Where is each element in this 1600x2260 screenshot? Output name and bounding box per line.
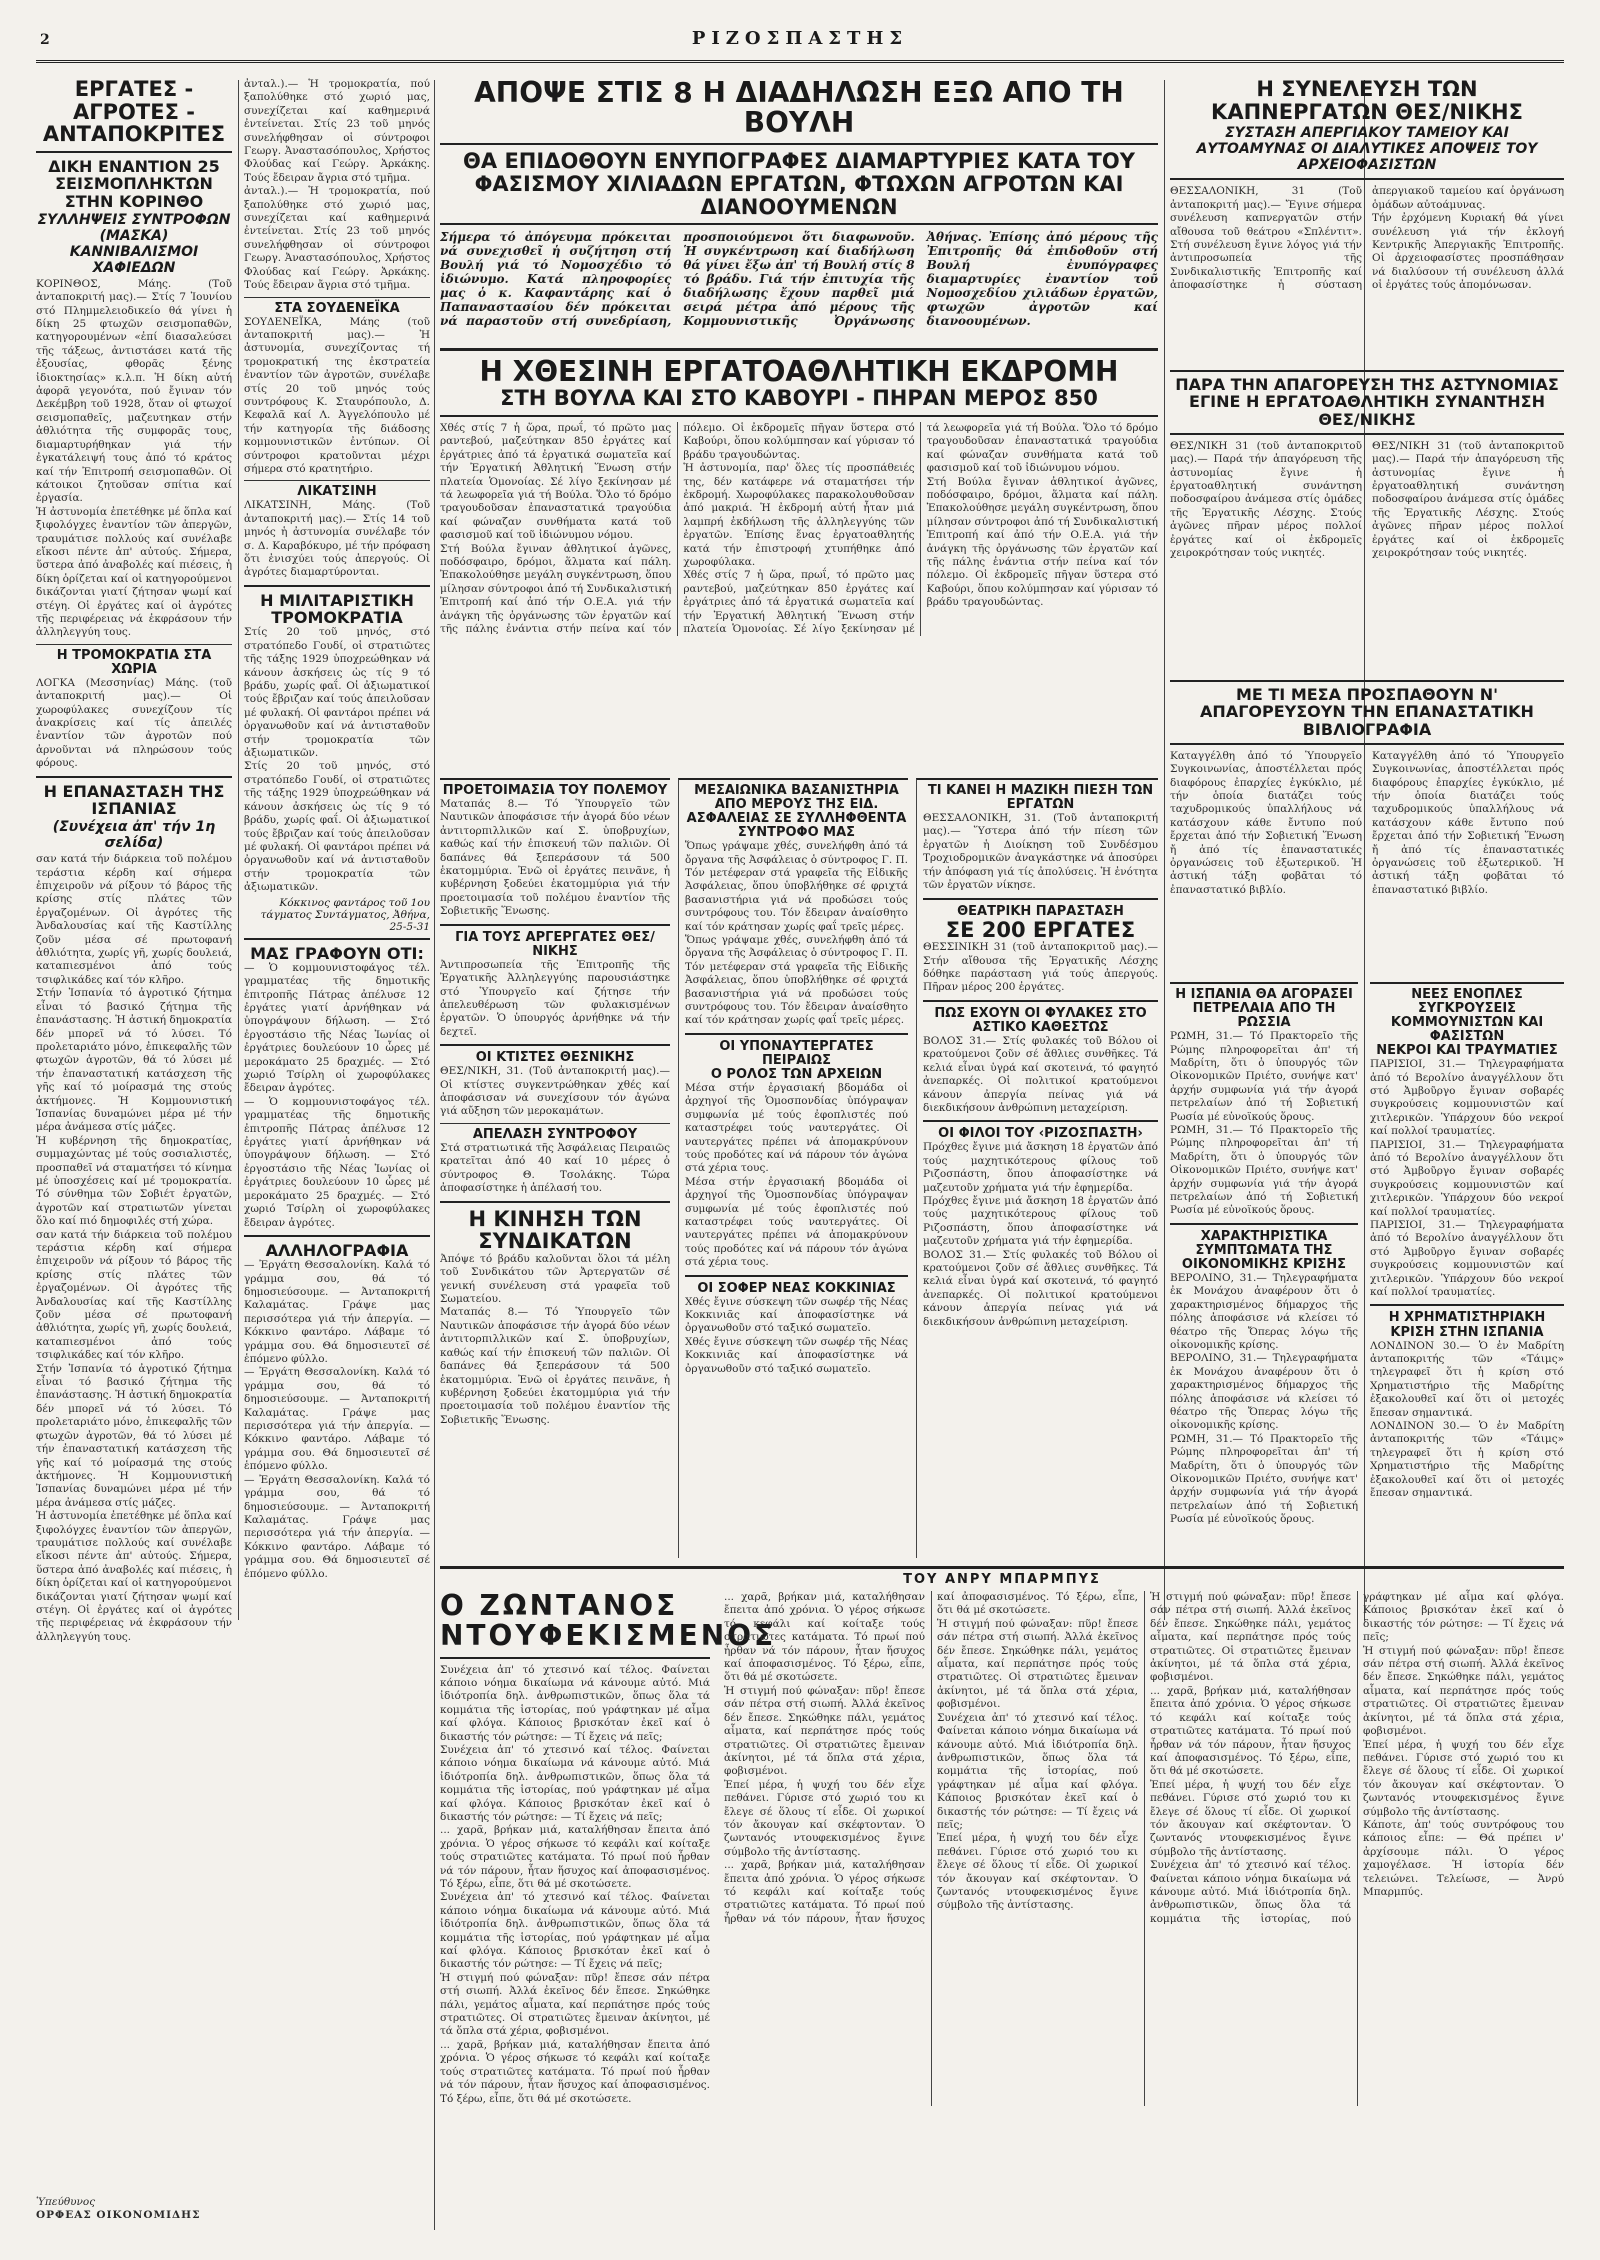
mid-column-a <box>440 778 670 1560</box>
headline-stock-crisis: Η ΧΡΗΜΑΤΙΣΤΗΡΙΑΚΗ ΚΡΙΣΗ ΣΤΗΝ ΙΣΠΑΝΙΑ <box>1388 1310 1546 1340</box>
article-text: Ἡ στιγμή πού φώναξαν: πῦρ! ἔπεσε σάν πέτρα στή σιωπή. Ἀλλά ἐκεῖνος δέν ἔπεσε. Σηκώθηκε πάλι, γεμάτος αἷματα, καί περπάτησε πρός τούς στρατιῶτες. Οἱ στρατιῶτες ἔμειναν ἀκίνητοι, μέ τά ὅπλα στά χέρια, φοβισμένοι. <box>1363 1644 1564 1738</box>
article-text: ΒΟΛΟΣ 31.— Στίς φυλακές τοῦ Βόλου οἱ κρατούμενοι ζοῦν σέ ἄθλιες συνθῆκες. Τά κελιά εἶναι ὑγρά καί σκοτεινά, τό φαγητό ἀνεπαρκές. Οἱ πολιτικοί κρατούμενοι κάνουν ἀπεργία πείνας γιά νά διεκδικήσουν ἀνθρώπινη μεταχείριση. <box>923 1248 1158 1328</box>
article-text: Πρόχθες ἔγινε μιά ἄσκηση 18 ἐργατῶν ἀπό τούς μαχητικότερους φίλους τοῦ Ριζοσπάστη, ὅπου ἀποφασίστηκε νά μαζευτοῦν χρήματα γιά τήν ἐφημερίδα. <box>923 1194 1158 1248</box>
article-text: Στίς 20 τοῦ μηνός, στό στρατόπεδο Γουδί, οἱ στρατιῶτες τῆς τάξης 1929 ὑποχρεώθηκαν νά κάνουν ἀσκήσεις ὡς τίς 9 τό βράδυ, χωρίς φαΐ. Οἱ ἀξιωματικοί τούς ἔβριζαν καί τούς ἀπειλοῦσαν μέ φυλακή. Οἱ φαντάροι πρέπει νά ὀργανωθοῦν καί νά ἀντισταθοῦν στήν τρομοκρατία τῶν ἀξιωματικῶν. <box>244 760 430 894</box>
article-text: Ἡ κυβέρνηση τῆς δημοκρατίας, συμμαχώντας μέ τούς σοσιαλιστές, προσπαθεῖ νά σταματήσει τό κίνημα μέ ὑποσχέσεις καί μέ τρομοκρατία. Τό σύνθημα τῶν Σοβιέτ ἐργατῶν, ἀγροτῶν καί στρατιωτῶν γίνεται ὅλο καί πιό δημοφιλές στή χώρα. <box>36 1134 232 1228</box>
headline-they-write: ΜΑΣ ΓΡΑΦΟΥΝ ΟΤΙ: <box>250 943 424 963</box>
article-text: ΠΑΡΙΣΙΟΙ, 31.— Τηλεγραφήματα ἀπό τό Βερολίνο ἀναγγέλλουν ὅτι στό Ἀμβοῦργο ἔγιναν σοβαρές συγκρούσεις κομμουνιστῶν καί χιτλερικῶν. Ὑπάρχουν δύο νεκροί καί πολλοί τραυματίες. <box>1370 1138 1564 1218</box>
article-text: ΡΩΜΗ, 31.— Τό Πρακτορεῖο τῆς Ρώμης πληροφορεῖται ἀπ' τή Μαδρίτη, ὅτι ὁ ὑπουργός τῶν Οἰκονομικῶν Πριέτο, συνήψε κατ' ἀρχήν συμφωνία γιά τήν ἀγορά πετρελαίων ἀπό τή Σοβιετική Ρωσία μέ εὐνοϊκούς ὅρους. <box>1170 1030 1358 1123</box>
article-text: Ἡ στιγμή πού φώναξαν: πῦρ! ἔπεσε σάν πέτρα στή σιωπή. Ἀλλά ἐκεῖνος δέν ἔπεσε. Σηκώθηκε πάλι, γεμάτος αἷματα, καί περπάτησε πρός τούς στρατιῶτες. Οἱ στρατιῶτες ἔμειναν ἀκίνητοι, μέ τά ὅπλα στά χέρια, φοβισμένοι. <box>1150 1591 1351 1684</box>
article-text: Συνέχεια ἀπ' τό χτεσινό καί τέλος. Φαίνεται κάποιο νόημα δικαίωμα νά κάνουμε αὐτό. Μιά ἰδιότροπία δηλ. ἀνθρωπιστικῶν, ὅπως ὅλα τά κομμάτια τῆς ἱστορίας, πού γράφτηκαν μέ αἷμα καί φλόγα. Κάποιος βρισκόταν ἐκεῖ καί ὁ δικαστής τόν ρώτησε: — Τί ἔχεις νά πεῖς; <box>440 1743 710 1823</box>
article-text: Στή Βούλα ἔγιναν ἀθλητικοί ἀγῶνες, ποδόσφαιρο, δρόμοι, ἅλματα καί πάλη. Ἐπακολούθησε μεγάλη συγκέντρωση, ὅπου μίλησαν σύντροφοι ἀπό τή Συνδικαλιστική Ἐπιτροπή καί ἀπό τήν Ο.Ε.Α. γιά τήν ἀνάγκη τῆς ὀργάνωσης τῶν ἐργατῶν καί τῆς πάλης ἐνάντια στήν πείνα καί τόν πόλεμο. Οἱ ἐκδρομεῖς πῆγαν ὕστερα στό Καβούρι, ὅπου κολύμπησαν καί γύρισαν τό βράδυ τραγουδώντας. <box>926 475 1158 609</box>
article-text: Στήν Ἰσπανία τό ἀγροτικό ζήτημα εἶναι τό βασικό ζήτημα τῆς ἐπανάστασης. Ἡ ἀστική δημοκρατία δέν μπορεῖ νά τό λύσει. Τό προλεταριάτο μόνο, ἐπικεφαλῆς τῶν φτωχῶν ἀγροτῶν, θά τό λύσει μέ τήν ἐπαναστατική κατάσχεση τῆς γῆς καί τό μοίρασμά της στούς ἀκτήμονες. Ἡ Κομμουνιστική Ἰσπανίας δυναμώνει μέρα μέ τήν μέρα ἀνάμεσα στίς μάζες. <box>36 1362 232 1509</box>
serial-title-2: ΝΤΟΥΦΕΚΙΣΜΕΝΟΣ <box>440 1619 777 1653</box>
headline-militarist-terror: Η ΜΙΛΙΤΑΡΙΣΤΙΚΗ ΤΡΟΜΟΚΡΑΤΙΑ <box>260 590 414 628</box>
article-text: ... χαρᾶ, βρήκαν μιά, καταλήθησαν ἔπειτα ἀπό χρόνια. Ὁ γέρος σήκωσε τό κεφάλι καί κοίταξε τούς στρατιῶτες κατάματα. Τό πρωί πού ἦρθαν νά τόν πάρουν, ἦταν ἥσυχος καί ἀποφασισμένος. Τό ξέρω, εἶπε, ὅτι θά μέ σκοτώσετε. <box>724 1591 925 1684</box>
newspaper-page <box>36 20 1564 2240</box>
article-text: Ἡ στιγμή πού φώναξαν: πῦρ! ἔπεσε σάν πέτρα στή σιωπή. Ἀλλά ἐκεῖνος δέν ἔπεσε. Σηκώθηκε πάλι, γεμάτος αἷματα, καί περπάτησε πρός τούς στρατιῶτες. Οἱ στρατιῶτες ἔμειναν ἀκίνητοι, μέ τά ὅπλα στά χέρια, φοβισμένοι. <box>937 1617 1138 1711</box>
headline-villages: Η ΤΡΟΜΟΚΡΑΤΙΑ ΣΤΑ ΧΩΡΙΑ <box>56 647 212 677</box>
athletic-meet-story <box>1170 370 1564 682</box>
headline-korinthos: ΔΙΚΗ ΕΝΑΝΤΙΟΝ 25 ΣΕΙΣΜΟΠΛΗΚΤΩΝ ΣΤΗΝ ΚΟΡΙΝΘΟ <box>48 157 220 211</box>
article-text: Ἡ στιγμή πού φώναξαν: πῦρ! ἔπεσε σάν πέτρα στή σιωπή. Ἀλλά ἐκεῖνος δέν ἔπεσε. Σηκώθηκε πάλι, γεμάτος αἷματα, καί περπάτησε πρός τούς στρατιῶτες. Οἱ στρατιῶτες ἔμειναν ἀκίνητοι, μέ τά ὅπλα στά χέρια, φοβισμένοι. <box>724 1684 925 1778</box>
article-text: Χθές στίς 7 ἡ ὥρα, πρωΐ, τό πρῶτο μας ραντεβού, μαζεύτηκαν 850 ἐργάτες καί ἐργάτριες ἀπό τά ἐργατικά σωματεῖα καί τήν Ἐργατική Ἀθλητική Ἕνωση στήν πλατεία Ὁμονοίας. Σέ λίγο ξεκίνησαν μέ τά λεωφορεῖα γιά τή Βούλα. Ὅλο τό δρόμο τραγουδοῦσαν ἐπαναστατικά τραγούδια καί φώναζαν συνθήματα κατά τοῦ φασισμοῦ καί τοῦ ἰδιώνυμου νόμου. <box>440 421 672 542</box>
article-text: Κάποτε, ἀπ' τούς συντρόφους του κάποιος εἶπε: — Θά πρέπει ν' ἀρχίσουμε πάλι. Ὁ γέρος χαμογέλασε. Ἡ ἱστορία δέν τελειώνει. Τελείωσε, — Ἀνρύ Μπαρμπύς. <box>1363 1818 1564 1898</box>
article-text: σαν κατά τήν διάρκεια τοῦ πολέμου τεράστια κέρδη καί σήμερα ἐπιχειροῦν νά ρίξουν τό βάρος τῆς κρίσης στίς πλάτες τῶν ἐργαζομένων. Οἱ ἀγρότες τῆς Ἀνδαλουσίας καί τῆς Καστίλλης ζοῦν μέσα σέ πρωτοφανή ἀθλιότητα, χωρίς γῆ, χωρίς δουλειά, καταπιεσμένοι ἀπό τούς τσιφλικάδες καί τόν κλῆρο. <box>36 1228 232 1362</box>
article-text: ΘΕΣΣΙΝΙΚΗ 31 (τοῦ ἀνταποκριτοῦ μας).— Στήν αἴθουσα τῆς Ἐργατικῆς Λέσχης δόθηκε παράσταση γιά τούς ἀπεργούς. Πῆραν μέρος 200 ἐργάτες. <box>923 941 1158 994</box>
column-rule <box>1164 80 1165 1620</box>
serial-columns <box>724 1591 1564 2106</box>
serial-story <box>440 1566 1564 2239</box>
article-text: Χθές ἔγινε σύσκεψη τῶν σωφέρ τῆς Νέας Κοκκινιᾶς καί ἀποφασίστηκε νά ὀργανωθοῦν στό ταξικό σωματεῖο. <box>685 1335 908 1375</box>
article-text: Ὅπως γράψαμε χθές, συνελήφθη ἀπό τά ὄργανα τῆς Ἀσφάλειας ὁ σύντροφος Γ. Π. Τόν μετέφεραν στά γραφεῖα τῆς Εἰδικῆς Ἀσφάλειας, ὅπου ὑποβλήθηκε σέ φριχτά βασανιστήρια γιά νά προδώσει τούς συντρόφους του. Τόν ἔδειραν ἀναίσθητο καί τόν κράτησαν χωρίς φαΐ τρεῖς μέρες. <box>685 933 908 1027</box>
article-text: Ἀπόψε τό βράδυ καλοῦνται ὅλοι τά μέλη τοῦ Συνδικάτου τῶν Ἀρτεργατῶν σέ γενική συνέλευση στά γραφεῖα τοῦ Σωματείου. <box>440 1252 670 1306</box>
headline-drivers: ΟΙ ΣΟΦΕΡ ΝΕΑΣ ΚΟΚΚΙΝΙΑΣ <box>697 1280 896 1296</box>
article-text: ΘΕΣΣΑΛΟΝΙΚΗ, 31 (Τοῦ ἀνταποκριτή μας).— Ἔγινε σήμερα συνέλευση καπνεργατῶν στήν αἴθουσα τοῦ θεάτρου «Σπλέντιτ». Στή συνέλευση ἔγινε λόγος γιά τήν ἀντιπροσωπεία τῆς Συνδικαλιστικῆς Ἐπιτροπῆς καί ἀποφασίστηκε ἡ σύσταση ἀπεργιακοῦ ταμείου καί ὀργάνωση ὁμάδων αὐτοάμυνας. <box>1170 185 1564 292</box>
article-text: Μέσα στήν ἐργασιακή βδομάδα οἱ ἀρχηγοί τῆς Ὁμοσπονδίας ὑπόγραψαν συμφωνία μέ τούς ἐφοπλιστές πού καταστρέφει τούς ναυτεργάτες. Οἱ ναυτεργάτες πρέπει νά ἀπομακρύνουν τούς προδότες καί νά πάρουν τόν ἀγώνα στά χέρια τους. <box>685 1081 908 1175</box>
article-text: ΚΟΡΙΝΘΟΣ, Μάης. (Τοῦ ἀνταποκριτή μας).— Στίς 7 Ἰουνίου στό Πλημμελειοδικείο θά γίνει ἡ δίκη 25 φτωχῶν σεισμοπαθῶν, κατηγορουμένων «ἐπί διασαλεύσει τῆς τάξεως, ἀντιστάσει κατά τῆς ἐξουσίας, φθορᾶς ξένης ἰδιοκτησίας» κ.λ.π. Ἡ δίκη αὐτή ἀφορᾶ γεγονότα, πού ἔγιναν τόν Δεκέμβρη τοῦ 1928, ὅταν οἱ φτωχοί σεισμοπαθεῖς, μαζευτηκαν στήν ἀθλιότητα τῆς συμφορᾶς τους, διαμαρτυρήθηκαν γιά τήν ἐγκατάλειψή τους ἀπό τό κράτος καί τήν Ἐπιτροπή σεισμοπαθῶν. Οἱ κάτοικοι ζητοῦσαν σπίτια καί ἐργασία. <box>36 277 232 505</box>
article-text: ΒΕΡΟΛΙΝΟ, 31.— Τηλεγραφήματα ἐκ Μονάχου ἀναφέρουν ὅτι ὁ χαρακτηρισμένος δήμαρχος τῆς πόλης ἀποφάσισε νά κλείσει τό θέατρο τῆς Ὄπερας λόγω τῆς οἰκονομικῆς κρίσης. <box>1170 1271 1358 1351</box>
editor-label: Ὑπεύθυνος <box>36 2196 96 2208</box>
article-text: Ματαπάς 8.— Τό Ὑπουργεῖο τῶν Ναυτικῶν ἀποφάσισε τήν ἀγορά δύο νέων ἀντιτορπιλλικῶν καί Σ. ὑποβρυχίων, καθώς καί τήν ἐπισκευή τῶν παλιῶν. Οἱ δαπάνες θά ξεπεράσουν τά 500 ἑκατομμύρια. Ἐνῶ οἱ ἐργάτες πεινᾶνε, ἡ κυβέρνηση ξοδεύει ἑκατομμύρια γιά τήν προετοιμασία τοῦ πολέμου ἐναντίον τῆς Σοβιετικῆς Ἕνωσης. <box>440 1306 670 1426</box>
article-text: ΛΟΝΔΙΝΟΝ 30.— Ὁ ἐν Μαδρίτη ἀνταποκριτής τῶν «Τάιμς» τηλεγραφεῖ ὅτι ἡ κρίση στό Χρηματιστήριο τῆς Μαδρίτης ἐξακολουθεῖ καί ὅτι οἱ μετοχές ἔπεσαν σημαντικά. <box>1370 1419 1564 1499</box>
headline-torture: ΜΕΣΑΙΩΝΙΚΑ ΒΑΣΑΝΙΣΤΗΡΙΑ ΑΠΟ ΜΕΡΟΥΣ ΤΗΣ ΕΙΔ. ΑΣΦΑΛΕΙΑΣ ΣΕ ΣΥΛΛΗΦΘΕΝΤΑ ΣΥΝΤΡΟΦΟ ΜΑΣ <box>686 783 907 841</box>
subheadline-seamen: Ο ΡΟΛΟΣ ΤΩΝ ΑΡΧΕΙΩΝ <box>710 1066 883 1082</box>
headline-theatre: ΘΕΑΤΡΙΚΗ ΠΑΡΑΣΤΑΣΗ <box>957 903 1124 919</box>
headline-excursion: Η ΧΘΕΣΙΝΗ ΕΡΓΑΤΟΑΘΛΗΤΙΚΗ ΕΚΔΡΟΜΗ <box>479 355 1119 388</box>
article-text: Ὅπως γράψαμε χθές, συνελήφθη ἀπό τά ὄργανα τῆς Ἀσφάλειας ὁ σύντροφος Γ. Π. Τόν μετέφεραν στά γραφεῖα τῆς Εἰδικῆς Ἀσφάλειας, ὅπου ὑποβλήθηκε σέ φριχτά βασανιστήρια γιά νά προδώσει τούς συντρόφους του. Τόν ἔδειραν ἀναίσθητο καί τόν κράτησαν χωρίς φαΐ τρεῖς μέρες. <box>685 840 908 933</box>
column-rule <box>434 80 435 2230</box>
excursion-columns <box>440 422 1158 637</box>
article-text: Στήν Ἰσπανία τό ἀγροτικό ζήτημα εἶναι τό βασικό ζήτημα τῆς ἐπανάστασης. Ἡ ἀστική δημοκρατία δέν μπορεῖ νά τό λύσει. Τό προλεταριάτο μόνο, ἐπικεφαλῆς τῶν φτωχῶν ἀγροτῶν, θά τό λύσει μέ τήν ἐπαναστατική κατάσχεση τῆς γῆς καί τό μοίρασμά της στούς ἀκτήμονες. Ἡ Κομμουνιστική Ἰσπανίας δυναμώνει μέρα μέ τήν μέρα ἀνάμεσα στίς μάζες. <box>36 987 232 1134</box>
article-text: ΛΟΝΔΙΝΟΝ 30.— Ὁ ἐν Μαδρίτη ἀνταποκριτής τῶν «Τάιμς» τηλεγραφεῖ ὅτι ἡ κρίση στό Χρηματιστήριο τῆς Μαδρίτης ἐξακολουθεῖ καί ὅτι οἱ μετοχές ἔπεσαν σημαντικά. <box>1370 1339 1564 1419</box>
section-heading: ΕΡΓΑΤΕΣ - ΑΓΡΟΤΕΣ - ΑΝΤΑΠΟΚΡΙΤΕΣ <box>42 78 226 147</box>
headline-war-prep: ΠΡΟΕΤΟΙΜΑΣΙΑ ΤΟΥ ΠΟΛΕΜΟΥ <box>442 783 668 798</box>
article-text: ΒΕΡΟΛΙΝΟ, 31.— Τηλεγραφήματα ἐκ Μονάχου ἀναφέρουν ὅτι ὁ χαρακτηρισμένος δήμαρχος τῆς πόλης ἀποφάσισε νά κλείσει τό θέατρο τῆς Ὄπερας λόγω τῆς οἰκονομικῆς κρίσης. <box>1170 1352 1358 1432</box>
serial-author: ΤΟΥ ΑΝΡΥ ΜΠΑΡΜΠΥΣ <box>903 1572 1101 1587</box>
mid-column-b <box>678 778 908 1558</box>
article-text: ΡΩΜΗ, 31.— Τό Πρακτορεῖο τῆς Ρώμης πληροφορεῖται ἀπ' τή Μαδρίτη, ὅτι ὁ ὑπουργός τῶν Οἰκονομικῶν Πριέτο, συνήψε κατ' ἀρχήν συμφωνία γιά τήν ἀγορά πετρελαίων ἀπό τή Σοβιετική Ρωσία μέ εὐνοϊκούς ὅρους. <box>1170 1432 1358 1526</box>
subheadline-korinthos: ΣΥΛΛΗΨΕΙΣ ΣΥΝΤΡΟΦΩΝ (ΜΑΣΚΑ) ΚΑΝΝΙΒΑΛΙΣΜΟΙ ΧΑΦΙΕΔΩΝ <box>37 211 231 276</box>
excursion-story <box>440 348 1158 781</box>
article-text: ΒΟΛΟΣ 31.— Στίς φυλακές τοῦ Βόλου οἱ κρατούμενοι ζοῦν σέ ἄθλιες συνθῆκες. Τά κελιά εἶναι ὑγρά καί σκοτεινά, τό φαγητό ἀνεπαρκές. Οἱ πολιτικοί κρατούμενοι κάνουν ἀπεργία πείνας γιά νά διεκδικήσουν ἀνθρώπινη μεταχείριση. <box>923 1034 1158 1114</box>
headline-bibliography: ΜΕ ΤΙ ΜΕΣΑ ΠΡΟΣΠΑΘΟΥΝ Ν' ΑΠΑΓΟΡΕΥΣΟΥΝ ΤΗΝ ΕΠΑΝΑΣΤΑΤΙΚΗ ΒΙΒΛΙΟΓΡΑΦΙΑ <box>1200 685 1534 739</box>
article-text: Συνέχεια ἀπ' τό χτεσινό καί τέλος. Φαίνεται κάποιο νόημα δικαίωμα νά κάνουμε αὐτό. Μιά ἰδιότροπία δηλ. ἀνθρωπιστικῶν, ὅπως ὅλα τά κομμάτια τῆς ἱστορίας, πού γράφτηκαν μέ αἷμα καί φλόγα. Κάποιος βρισκόταν ἐκεῖ καί ὁ δικαστής τόν ρώτησε: — Τί ἔχεις νά πεῖς; <box>440 1663 710 1743</box>
article-text: Συνέχεια ἀπ' τό χτεσινό καί τέλος. Φαίνεται κάποιο νόημα δικαίωμα νά κάνουμε αὐτό. Μιά ἰδιότροπία δηλ. ἀνθρωπιστικῶν, ὅπως ὅλα τά κομμάτια τῆς ἱστορίας, πού γράφτηκαν μέ αἷμα καί φλόγα. Κάποιος βρισκόταν ἐκεῖ καί ὁ δικαστής τόν ρώτησε: — Τί ἔχεις νά πεῖς; <box>937 1711 1138 1831</box>
article-text: ... χαρᾶ, βρήκαν μιά, καταλήθησαν ἔπειτα ἀπό χρόνια. Ὁ γέρος σήκωσε τό κεφάλι καί κοίταξε τούς στρατιῶτες κατάματα. Τό πρωί πού ἦρθαν νά τόν πάρουν, ἦταν ἥσυχος καί ἀποφασισμένος. Τό ξέρω, εἶπε, ὅτι θά μέ σκοτώσετε. <box>1150 1684 1351 1778</box>
headline-spain-revolution: Η ΕΠΑΝΑΣΤΑΣΗ ΤΗΣ ΙΣΠΑΝΙΑΣ <box>43 781 225 818</box>
mid-column-c <box>916 778 1158 1558</box>
headline-prisons: ΠΩΣ ΕΧΟΥΝ ΟΙ ΦΥΛΑΚΕΣ ΣΤΟ ΑΣΤΙΚΟ ΚΑΘΕΣΤΩΣ <box>934 1005 1147 1035</box>
article-text: ΛΙΚΑΤΣΙΝΗ, Μάης. (Τοῦ ἀνταποκριτή μας).— Στίς 14 τοῦ μηνός ἡ ἀστυνομία συνέλαβε τόν σ. Δ. Καραβόκυρο, μέ τήν πρόφαση ὅτι ἐνισχύει τούς ἀπεργούς. Οἱ ἀγρότες διαμαρτύρονται. <box>244 499 430 579</box>
editor-name: ΟΡΦΕΑΣ ΟΙΚΟΝΟΜΙΔΗΣ <box>36 2209 201 2222</box>
article-text: ΘΕΣ/ΝΙΚΗ, 31. (Τοῦ ἀνταποκριτή μας).— Οἱ κτίστες συγκεντρώθηκαν χθές καί ἀποφάσισαν νά συνεχίσουν τόν ἀγώνα γιά αὔξηση τῶν μεροκαμάτων. <box>440 1065 670 1118</box>
subheadline-clashes: ΝΕΚΡΟΙ ΚΑΙ ΤΡΑΥΜΑΤΙΕΣ <box>1376 1043 1558 1059</box>
headline-builders: ΟΙ ΚΤΙΣΤΕΣ ΘΕΣΝΙΚΗΣ <box>475 1050 635 1066</box>
article-text: — Ἐργάτη Θεσσαλονίκη. Καλά τό γράμμα σου, θά τό δημοσιεύσουμε. — Ἀνταποκριτή Καλαμάτας. Γράψε μας περισσότερα γιά τήν ἀπεργία. — Κόκκινο φαντάρο. Λάβαμε τό γράμμα σου. Θά δημοσιευτεῖ σέ ἑπόμενο φύλλο. <box>244 1473 430 1580</box>
article-text: Μέσα στήν ἐργασιακή βδομάδα οἱ ἀρχηγοί τῆς Ὁμοσπονδίας ὑπόγραψαν συμφωνία μέ τούς ἐφοπλιστές πού καταστρέφει τούς ναυτεργάτες. Οἱ ναυτεργάτες πρέπει νά ἀπομακρύνουν τούς προδότες καί νά πάρουν τόν ἀγώνα στά χέρια τους. <box>685 1175 908 1269</box>
article-text: Ἐπεί μέρα, ἡ ψυχή του δέν εἶχε πεθάνει. Γύρισε στό χωριό του κι ἔλεγε σέ ὅλους τί εἶδε. Οἱ χωρικοί τόν ἄκουγαν καί σκέφτονταν. Ὁ ζωντανός ντουφεκισμένος ἔγινε σύμβολο τῆς ἀντίστασης. <box>937 1832 1138 1912</box>
article-text: σαν κατά τήν διάρκεια τοῦ πολέμου τεράστια κέρδη καί σήμερα ἐπιχειροῦν νά ρίξουν τό βάρος τῆς κρίσης στίς πλάτες τῶν ἐργαζομένων. Οἱ ἀγρότες τῆς Ἀνδαλουσίας καί τῆς Καστίλλης ζοῦν μέσα σέ πρωτοφανή ἀθλιότητα, χωρίς γῆ, χωρίς δουλειά, καταπιεσμένοι ἀπό τούς τσιφλικάδες καί τόν κλῆρο. <box>36 853 232 986</box>
headline-mass-pressure: ΤΙ ΚΑΝΕΙ Η ΜΑΖΙΚΗ ΠΙΕΣΗ ΤΩΝ ΕΡΓΑΤΩΝ <box>927 783 1154 813</box>
article-text: ΘΕΣΣΑΛΟΝΙΚΗ, 31. (Τοῦ ἀνταποκριτή μας).— Ὕστερα ἀπό τήν πίεση τῶν ἐργατῶν ἡ Διοίκηση τοῦ Συνδέσμου Τροχιοδρομικῶν ἀναγκάστηκε νά ἀποσύρει τήν ἀπόφαση γιά τίς ἀπολύσεις. Ἡ ἐνότητα τῶν ἐργατῶν νίκησε. <box>923 812 1158 892</box>
article-text: Συνέχεια ἀπ' τό χτεσινό καί τέλος. Φαίνεται κάποιο νόημα δικαίωμα νά κάνουμε αὐτό. Μιά ἰδιότροπία δηλ. ἀνθρωπιστικῶν, ὅπως ὅλα τά κομμάτια τῆς ἱστορίας, πού γράφτηκαν μέ αἷμα καί φλόγα. Κάποιος βρισκόταν ἐκεῖ καί ὁ δικαστής τόν ρώτησε: — Τί ἔχεις νά πεῖς; <box>440 1891 710 1971</box>
column-rule <box>238 80 239 1620</box>
continuation-note: (Συνέχεια ἀπ' τήν 1η σελίδα) <box>52 819 216 852</box>
headline-unions: Η ΚΙΝΗΣΗ ΤΩΝ ΣΥΝΔΙΚΑΤΩΝ <box>468 1206 642 1254</box>
column-2 <box>244 78 430 2228</box>
article-text: Χθές ἔγινε σύσκεψη τῶν σωφέρ τῆς Νέας Κοκκινιᾶς καί ἀποφασίστηκε νά ὀργανωθοῦν στό ταξικό σωματεῖο. <box>685 1295 908 1335</box>
article-text: Στά στρατιωτικά τῆς Ἀσφάλειας Πειραιῶς κρατεῖται ἀπό 40 καί 10 μέρες ὁ σύντροφος Θ. Τσολάκης. Τώρα ἀποφασίστηκε ἡ ἀπέλασή του. <box>440 1141 670 1195</box>
article-text: ΡΩΜΗ, 31.— Τό Πρακτορεῖο τῆς Ρώμης πληροφορεῖται ἀπ' τή Μαδρίτη, ὅτι ὁ ὑπουργός τῶν Οἰκονομικῶν Πριέτο, συνήψε κατ' ἀρχήν συμφωνία γιά τήν ἀγορά πετρελαίων ἀπό τή Σοβιετική Ρωσία μέ εὐνοϊκούς ὅρους. <box>1170 1123 1358 1217</box>
article-text: Ματαπάς 8.— Τό Ὑπουργεῖο τῶν Ναυτικῶν ἀποφάσισε τήν ἀγορά δύο νέων ἀντιτορπιλλικῶν καί Σ. ὑποβρυχίων, καθώς καί τήν ἐπισκευή τῶν παλιῶν. Οἱ δαπάνες θά ξεπεράσουν τά 500 ἑκατομμύρια. Ἐνῶ οἱ ἐργάτες πεινᾶνε, ἡ κυβέρνηση ξοδεύει ἑκατομμύρια γιά τήν προετοιμασία τοῦ πολέμου ἐναντίον τῆς Σοβιετικῆς Ἕνωσης. <box>440 798 670 918</box>
lead-text: Σήμερα τό ἀπόγευμα πρόκειται νά συνεχισθεῖ ἡ συζήτηση στή Βουλή γιά τό Νομοσχέδιο τό ἰδιώνυμο. Κατά πληροφορίες μας ὁ κ. Καφαντάρης καί ὁ Παπαναστασίου δέν πρόκειται νά παραστοῦν στή συνεδρίαση, προσποιούμενοι ὅτι διαφωνοῦν. Ἡ συγκέντρωση καί διαδήλωση θά γίνει ἔξω ἀπ' τή Βουλή στίς 8 τό βράδυ. Γιά τήν ἐπιτυχία τῆς διαδήλωσης ἔχουν παρθεῖ μιά σειρά μέτρα ἀπό μέρους τῆς Κομμουνιστικῆς Ὀργάνωσης Ἀθήνας. Ἐπίσης ἀπό μέρους τῆς Ἐπιτροπῆς θά ἐπιδοθοῦν στή Βουλή ἐνυπόγραφες διαμαρτυρίες ἐναντίον τοῦ Νομοσχεδίου χιλιάδων ἐργατῶν, φτωχῶν ἀγροτῶν καί διανοουμένων. <box>440 230 1158 329</box>
letter-signature: Κόκκινος φαντάρος τοῦ 1ου τάγματος Συντάγματος, Ἀθήνα, 25-5-31 <box>260 896 430 933</box>
article-text: — Ἐργάτη Θεσσαλονίκη. Καλά τό γράμμα σου, θά τό δημοσιεύσουμε. — Ἀνταποκριτή Καλαμάτας. Γράψε μας περισσότερα γιά τήν ἀπεργία. — Κόκκινο φαντάρο. Λάβαμε τό γράμμα σου. Θά δημοσιευτεῖ σέ ἑπόμενο φύλλο. <box>244 1259 430 1366</box>
bibliography-story <box>1170 680 1564 982</box>
article-text: ... χαρᾶ, βρήκαν μιά, καταλήθησαν ἔπειτα ἀπό χρόνια. Ὁ γέρος σήκωσε τό κεφάλι καί κοίταξε τούς στρατιῶτες κατάματα. Τό πρωί πού ἦρθαν νά τόν πάρουν, ἦταν ἥσυχος καί ἀποφασισμένος. Τό ξέρω, εἶπε, ὅτι θά μέ σκοτώσετε. <box>440 2038 710 2105</box>
subheadline-tobacco: ΣΥΣΤΑΣΗ ΑΠΕΡΓΙΑΚΟΥ ΤΑΜΕΙΟΥ ΚΑΙ ΑΥΤΟΑΜΥΝΑΣ ΟΙ ΔΙΑΛΥΤΙΚΕΣ ΑΠΟΨΕΙΣ ΤΟΥ ΑΡΧΕΙΟΦΑΣΙΣΤΩΝ <box>1196 125 1538 174</box>
article-text: Καταγγέλθη ἀπό τό Ὑπουργεῖο Συγκοινωνίας, ἀποστέλλεται πρός διαφόρους ἐπαρχίες ἐγκύκλιο, μέ τήν ὁποία διατάζει τούς ταχυδρομικούς ὑπαλλήλους νά κατάσχουν κάθε ἔντυπο πού ἔρχεται ἀπό τήν Σοβιετική Ἕνωση ἤ ἀπό τίς ἐπαναστατικές ὀργανώσεις τοῦ ἐξωτερικοῦ. Ἡ ἀστική τάξη φοβᾶται τό ἐπαναστατικό βιβλίο. <box>1170 749 1362 896</box>
serial-title-1: Ο ΖΩΝΤΑΝΟΣ <box>440 1589 679 1623</box>
headline-seamen: ΟΙ ΥΠΟΝΑΥΤΕΡΓΑΤΕΣ ΠΕΙΡΑΙΩΣ <box>719 1038 874 1068</box>
article-text: ΠΑΡΙΣΙΟΙ, 31.— Τηλεγραφήματα ἀπό τό Βερολίνο ἀναγγέλλουν ὅτι στό Ἀμβοῦργο ἔγιναν σοβαρές συγκρούσεις κομμουνιστῶν καί χιτλερικῶν. Ὑπάρχουν δύο νεκροί καί πολλοί τραυματίες. <box>1370 1219 1564 1299</box>
article-text: ΘΕΣ/ΝΙΚΗ 31 (τοῦ ἀνταποκριτοῦ μας).— Παρά τήν ἀπαγόρευση τῆς ἀστυνομίας ἔγινε ἡ ἐργατοαθλητική συνάντηση ποδοσφαίρου ἀνάμεσα στίς ὁμάδες τῆς Ἐργατικῆς Λέσχης. Στούς ἀγῶνες πῆραν μέρος πολλοί ἐργάτες καί οἱ ἐκδρομεῖς χειροκρότησαν τούς νικητές. <box>1170 439 1362 560</box>
article-text: Χθές στίς 7 ἡ ὥρα, πρωΐ, τό πρῶτο μας ραντεβού, μαζεύτηκαν 850 ἐργάτες καί ἐργάτριες ἀπό τά ἐργατικά σωματεῖα καί τήν Ἐργατική Ἀθλητική Ἕνωση στήν πλατεία Ὁμονοίας. Σέ λίγο ξεκίνησαν μέ τά λεωφορεῖα γιά τή Βούλα. Ὅλο τό δρόμο τραγουδοῦσαν ἐπαναστατικά τραγούδια καί φώναζαν συνθήματα κατά τοῦ φασισμοῦ καί τοῦ ἰδιώνυμου νόμου. <box>683 421 1158 635</box>
article-text: ἀνταλ.).— Ἡ τρομοκρατία, πού ξαπολύθηκε στό χωριό μας, συνεχίζεται καί καθημερινά ἐντείνεται. Στίς 23 τοῦ μηνός συνελήφθησαν οἱ σύντροφοι Γεωργ. Ἀναστασόπουλος, Χρήστος Φλούδας καί Γεώργ. Ἀρκάκης. Τούς ἔδειραν ἄγρια στό τμῆμα. <box>244 78 430 184</box>
article-text: Καταγγέλθη ἀπό τό Ὑπουργεῖο Συγκοινωνίας, ἀποστέλλεται πρός διαφόρους ἐπαρχίες ἐγκύκλιο, μέ τήν ὁποία διατάζει τούς ταχυδρομικούς ὑπαλλήλους νά κατάσχουν κάθε ἔντυπο πού ἔρχεται ἀπό τήν Σοβιετική Ἕνωση ἤ ἀπό τίς ἐπαναστατικές ὀργανώσεις τοῦ ἐξωτερικοῦ. Ἡ ἀστική τάξη φοβᾶται τό ἐπαναστατικό βιβλίο. <box>1372 749 1564 896</box>
article-text: Στίς 20 τοῦ μηνός, στό στρατόπεδο Γουδί, οἱ στρατιῶτες τῆς τάξης 1929 ὑποχρεώθηκαν νά κάνουν ἀσκήσεις ὡς τίς 9 τό βράδυ, χωρίς φαΐ. Οἱ ἀξιωματικοί τούς ἔβριζαν καί τούς ἀπειλοῦσαν μέ φυλακή. Οἱ φαντάροι πρέπει νά ὀργανωθοῦν καί νά ἀντισταθοῦν στήν τρομοκρατία τῶν ἀξιωματικῶν. <box>244 626 430 760</box>
headline-tobacco: Η ΣΥΝΕΛΕΥΣΗ ΤΩΝ ΚΑΠΝΕΡΓΑΤΩΝ ΘΕΣ/ΝΙΚΗΣ <box>1211 78 1523 124</box>
article-text: ἀνταλ.).— Ἡ τρομοκρατία, πού ξαπολύθηκε στό χωριό μας, συνεχίζεται καί καθημερινά ἐντείνεται. Στίς 23 τοῦ μηνός συνελήφθησαν οἱ σύντροφοι Γεωργ. Ἀναστασόπουλος, Χρήστος Φλούδας καί Γεώργ. Ἀρκάκης. Τούς ἔδειραν ἄγρια στό τμῆμα. <box>244 185 430 292</box>
article-text: — Ἐργάτη Θεσσαλονίκη. Καλά τό γράμμα σου, θά τό δημοσιεύσουμε. — Ἀνταποκριτή Καλαμάτας. Γράψε μας περισσότερα γιά τήν ἀπεργία. — Κόκκινο φαντάρο. Λάβαμε τό γράμμα σου. Θά δημοσιευτεῖ σέ ἑπόμενο φύλλο. <box>244 1366 430 1473</box>
lead-story <box>440 78 1158 348</box>
tobacco-columns <box>1170 185 1564 292</box>
article-text: Ἡ ἀστυνομία ἐπετέθηκε μέ ὅπλα καί ξιφολόγχες ἐναντίον τῶν ἀπεργῶν, τραυμάτισε πολλούς καί συνέλαβε εἴκοσι πέντε ἀπ' αὐτούς. Σήμερα, ὕστερα ἀπό ἀναβολές καί πιέσεις, ἡ δίκη ὁρίζεται καί οἱ κατηγορούμενοι δικάζονται γιατί ζήτησαν ψωμί καί στέγη. Οἱ ἐργάτες καί οἱ ἀγρότες τῆς περιφέρειας νά ἐκφράσουν τήν ἀλληλεγγύη τους. <box>36 1510 232 1643</box>
paper-name: ΡΙΖΟΣΠΑΣΤΗΣ <box>691 28 909 49</box>
article-text: ... χαρᾶ, βρήκαν μιά, καταλήθησαν ἔπειτα ἀπό χρόνια. Ὁ γέρος σήκωσε τό κεφάλι καί κοίταξε τούς στρατιῶτες κατάματα. Τό πρωί πού ἦρθαν νά τόν πάρουν, ἦταν ἥσυχος καί ἀποφασισμένος. Τό ξέρω, εἶπε, ὅτι θά μέ σκοτώσετε. <box>724 1591 1138 1925</box>
headline-correspondence: ΑΛΛΗΛΟΓΡΑΦΙΑ <box>265 1240 409 1260</box>
athletic-columns <box>1170 440 1564 561</box>
subheadline-petitions: ΘΑ ΕΠΙΔΟΘΟΥΝ ΕΝΥΠΟΓΡΑΦΕΣ ΔΙΑΜΑΡΤΥΡΙΕΣ ΚΑΤΑ ΤΟΥ ΦΑΣΙΣΜΟΥ ΧΙΛΙΑΔΩΝ ΕΡΓΑΤΩΝ, ΦΤΩΧΩΝ ΑΓΡΟΤΩΝ ΚΑΙ ΔΙΑΝΟΟΥΜΕΝΩΝ <box>463 149 1135 219</box>
article-text: Τήν ἐρχόμενη Κυριακή θά γίνει συνέλευση γιά τήν ἐκλογή Κεντρικῆς Ἀπεργιακῆς Ἐπιτροπῆς. Οἱ ἀρχειοφασίστες προσπάθησαν νά διαλύσουν τή συνέλευση ἀλλά οἱ ἐργάτες τούς ἀπομόνωσαν. <box>1372 212 1564 292</box>
headline-clashes: ΝΕΕΣ ΕΝΟΠΛΕΣ ΣΥΓΚΡΟΥΣΕΙΣ ΚΟΜΜΟΥΝΙΣΤΩΝ ΚΑΙ ΦΑΣΙΣΤΩΝ <box>1390 987 1544 1045</box>
article-text: — Ὁ κομμουνιστοφάγος τέλ. γραμματέας τῆς δημοτικῆς ἐπιτροπῆς Πάτρας ἀπέλυσε 12 ἐργάτες γιατί ἀρνήθηκαν νά ὑπογράψουν δήλωση. — Στό ἐργοστάσιο τῆς Νέας Ἰωνίας οἱ ἐργάτριες δουλεύουν 10 ὧρες μέ μεροκάματο 25 δραχμές. — Στό χωριό Τσίρλη οἱ χωροφύλακες ἔδειραν ἀγρότες. <box>244 1095 430 1229</box>
editor-credit <box>36 2196 232 2236</box>
headline-spain-oil: Η ΙΣΠΑΝΙΑ ΘΑ ΑΓΟΡΑΣΕΙ ΠΕΤΡΕΛΑΙΑ ΑΠΟ ΤΗ ΡΩΣΣΙΑ <box>1175 987 1353 1031</box>
article-text: Συνέχεια ἀπ' τό χτεσινό καί τέλος. Φαίνεται κάποιο νόημα δικαίωμα νά κάνουμε αὐτό. Μιά ἰδιότροπία δηλ. ἀνθρωπιστικῶν, ὅπως ὅλα τά κομμάτια τῆς ἱστορίας, πού γράφτηκαν μέ αἷμα καί φλόγα. Κάποιος βρισκόταν ἐκεῖ καί ὁ δικαστής τόν ρώτησε: — Τί ἔχεις νά πεῖς; <box>1150 1591 1564 1925</box>
article-text: Ἐπεί μέρα, ἡ ψυχή του δέν εἶχε πεθάνει. Γύρισε στό χωριό του κι ἔλεγε σέ ὅλους τί εἶδε. Οἱ χωρικοί τόν ἄκουγαν καί σκέφτονταν. Ὁ ζωντανός ντουφεκισμένος ἔγινε σύμβολο τῆς ἀντίστασης. <box>724 1778 925 1858</box>
headline-athletic-meet: ΠΑΡΑ ΤΗΝ ΑΠΑΓΟΡΕΥΣΗ ΤΗΣ ΑΣΤΥΝΟΜΙΑΣ ΕΓΙΝΕ Η ΕΡΓΑΤΟΑΘΛΗΤΙΚΗ ΣΥΝΑΝΤΗΣΗ ΘΕΣ/ΝΙΚΗΣ <box>1175 375 1559 429</box>
subheadline-excursion: ΣΤΗ ΒΟΥΛΑ ΚΑΙ ΣΤΟ ΚΑΒΟΥΡΙ - ΠΗΡΑΝ ΜΕΡΟΣ 850 <box>500 386 1098 411</box>
article-text: ΣΟΥΔΕΝΕΪΚΑ, Μάης (τοῦ ἀνταποκριτή μας).— Ἡ ἀστυνομία, συνεχίζοντας τή τρομοκρατική της ἐκστρατεία ἐναντίον τῶν ἀγροτῶν, συνέλαβε στίς 20 τοῦ μηνός τούς συντρόφους Κ. Σταυρόπουλο, Δ. Κεφαλᾶ καί Λ. Ἀγγελόπουλο μέ τήν κατηγορία τῆς διάδοσης κομμουνιστικῶν ἐντύπων. Οἱ σύντροφοι κρατοῦνται μέχρι σήμερα στό κρατητήριο. <box>244 315 430 475</box>
masthead <box>36 20 1564 63</box>
article-text: ΠΑΡΙΣΙΟΙ, 31.— Τηλεγραφήματα ἀπό τό Βερολίνο ἀναγγέλλουν ὅτι στό Ἀμβοῦργο ἔγιναν σοβαρές συγκρούσεις κομμουνιστῶν καί χιτλερικῶν. Ὑπάρχουν δύο νεκροί καί πολλοί τραυματίες. <box>1370 1058 1564 1138</box>
article-text: Ἡ στιγμή πού φώναξαν: πῦρ! ἔπεσε σάν πέτρα στή σιωπή. Ἀλλά ἐκεῖνος δέν ἔπεσε. Σηκώθηκε πάλι, γεμάτος αἷματα, καί περπάτησε πρός τούς στρατιῶτες. Οἱ στρατιῶτες ἔμειναν ἀκίνητοι, μέ τά ὅπλα στά χέρια, φοβισμένοι. <box>440 1971 710 2038</box>
headline-likatsini: ΛΙΚΑΤΣΙΝΗ <box>297 484 377 500</box>
article-text: Πρόχθες ἔγινε μιά ἄσκηση 18 ἐργατῶν ἀπό τούς μαχητικότερους φίλους τοῦ Ριζοσπάστη, ὅπου ἀποφασίστηκε νά μαζευτοῦν χρήματα γιά τήν ἐφημερίδα. <box>923 1141 1158 1194</box>
article-text: Ἀντιπροσωπεία τῆς Ἐπιτροπῆς τῆς Ἐργατικῆς Ἀλληλεγγύης παρουσιάστηκε στό Ὑπουργεῖο καί ζήτησε τήν ἀπελευθέρωση τῶν φυλακισμένων ἐργατῶν. Ὁ ὑπουργός ἀρνήθηκε νά τήν δεχτεῖ. <box>440 958 670 1038</box>
right-column-b <box>1370 982 1564 1560</box>
tobacco-story <box>1170 78 1564 368</box>
subheadline-theatre: ΣΕ 200 ΕΡΓΑΤΕΣ <box>945 917 1136 942</box>
right-column-a <box>1170 982 1358 1560</box>
article-text: ΛΟΓΚΑ (Μεσσηνίας) Μάης. (τοῦ ἀνταποκριτή μας).— Οἱ χωροφύλακες συνεχίζουν τίς ἀνακρίσεις καί τίς ἀπειλές ἐναντίον τῶν ἀγροτῶν πού ἀρνοῦνται νά πληρώσουν τούς φόρους. <box>36 676 232 770</box>
page-number: 2 <box>40 32 50 48</box>
article-text: Στή Βούλα ἔγιναν ἀθλητικοί ἀγῶνες, ποδόσφαιρο, δρόμοι, ἅλματα καί πάλη. Ἐπακολούθησε μεγάλη συγκέντρωση, ὅπου μίλησαν σύντροφοι ἀπό τή Συνδικαλιστική Ἐπιτροπή καί ἀπό τήν Ο.Ε.Α. γιά τήν ἀνάγκη τῆς ὀργάνωσης τῶν ἐργατῶν καί τῆς πάλης ἐνάντια στήν πείνα καί τόν πόλεμο. Οἱ ἐκδρομεῖς πῆγαν ὕστερα στό Καβούρι, ὅπου κολύμπησαν καί γύρισαν τό βράδυ τραγουδώντας. <box>440 421 915 635</box>
article-text: ΘΕΣ/ΝΙΚΗ 31 (τοῦ ἀνταποκριτοῦ μας).— Παρά τήν ἀπαγόρευση τῆς ἀστυνομίας ἔγινε ἡ ἐργατοαθλητική συνάντηση ποδοσφαίρου ἀνάμεσα στίς ὁμάδες τῆς Ἐργατικῆς Λέσχης. Στούς ἀγῶνες πῆραν μέρος πολλοί ἐργάτες καί οἱ ἐκδρομεῖς χειροκρότησαν τούς νικητές. <box>1372 439 1564 560</box>
article-text: ... χαρᾶ, βρήκαν μιά, καταλήθησαν ἔπειτα ἀπό χρόνια. Ὁ γέρος σήκωσε τό κεφάλι καί κοίταξε τούς στρατιῶτες κατάματα. Τό πρωί πού ἦρθαν νά τόν πάρουν, ἦταν ἥσυχος καί ἀποφασισμένος. Τό ξέρω, εἶπε, ὅτι θά μέ σκοτώσετε. <box>440 1824 710 1890</box>
headline-soudeneika: ΣΤΑ ΣΟΥΔΕΝΕΪΚΑ <box>274 300 400 316</box>
article-text: Ἐπεί μέρα, ἡ ψυχή του δέν εἶχε πεθάνει. Γύρισε στό χωριό του κι ἔλεγε σέ ὅλους τί εἶδε. Οἱ χωρικοί τόν ἄκουγαν καί σκέφτονταν. Ὁ ζωντανός ντουφεκισμένος ἔγινε σύμβολο τῆς ἀντίστασης. <box>1150 1778 1351 1858</box>
article-text: Ἡ ἀστυνομία ἐπετέθηκε μέ ὅπλα καί ξιφολόγχες ἐναντίον τῶν ἀπεργῶν, τραυμάτισε πολλούς καί συνέλαβε εἴκοσι πέντε ἀπ' αὐτούς. Σήμερα, ὕστερα ἀπό ἀναβολές καί πιέσεις, ἡ δίκη ὁρίζεται καί οἱ κατηγορούμενοι δικάζονται γιατί ζήτησαν ψωμί καί στέγη. Οἱ ἐργάτες καί οἱ ἀγρότες τῆς περιφέρειας νά ἐκφράσουν τήν ἀλληλεγγύη τους. <box>36 505 232 639</box>
headline-deportation: ΑΠΕΛΑΣΗ ΣΥΝΤΡΟΦΟΥ <box>472 1126 638 1142</box>
article-text: Ἡ ἀστυνομία, παρ' ὅλες τίς προσπάθειές της, δέν κατάφερε νά σταματήσει τήν ἐκδρομή. Χωροφύλακες παρακολουθοῦσαν ἀπό μακριά. Ἡ ἐκδρομή αὐτή ἦταν μιά λαμπρή ἐκδήλωση τῆς ἀλληλεγγύης τῶν ἐργατῶν. Ἐπίσης ἕνας ἐργατοαθλητής κατά τήν ἐπιστροφή χτυπήθηκε ἀπό χωροφύλακα. <box>683 462 915 568</box>
headline-crisis-symptoms: ΧΑΡΑΚΤΗΡΙΣΤΙΚΑ ΣΥΜΠΤΩΜΑΤΑ ΤΗΣ ΟΙΚΟΝΟΜΙΚΗΣ ΚΡΙΣΗΣ <box>1181 1228 1347 1272</box>
article-text: Ἐπεί μέρα, ἡ ψυχή του δέν εἶχε πεθάνει. Γύρισε στό χωριό του κι ἔλεγε σέ ὅλους τί εἶδε. Οἱ χωρικοί τόν ἄκουγαν καί σκέφτονταν. Ὁ ζωντανός ντουφεκισμένος ἔγινε σύμβολο τῆς ἀντίστασης. <box>1363 1738 1564 1818</box>
headline-bakers: ΓΙΑ ΤΟΥΣ ΑΡΓΕΡΓΑΤΕΣ ΘΕΣ/ΝΙΚΗΣ <box>455 929 655 959</box>
bibliography-columns <box>1170 750 1564 897</box>
column-1 <box>36 78 232 2238</box>
headline-demonstration: ΑΠΟΨΕ ΣΤΙΣ 8 Η ΔΙΑΔΗΛΩΣΗ ΕΞΩ ΑΠΟ ΤΗ ΒΟΥΛΗ <box>474 78 1124 140</box>
headline-friends: ΟΙ ΦΙΛΟΙ ΤΟΥ ‹ΡΙΖΟΣΠΑΣΤΗ› <box>938 1126 1143 1142</box>
article-text: — Ὁ κομμουνιστοφάγος τέλ. γραμματέας τῆς δημοτικῆς ἐπιτροπῆς Πάτρας ἀπέλυσε 12 ἐργάτες γιατί ἀρνήθηκαν νά ὑπογράψουν δήλωση. — Στό ἐργοστάσιο τῆς Νέας Ἰωνίας οἱ ἐργάτριες δουλεύουν 10 ὧρες μέ μεροκάματο 25 δραχμές. — Στό χωριό Τσίρλη οἱ χωροφύλακες ἔδειραν ἀγρότες. <box>244 961 430 1095</box>
